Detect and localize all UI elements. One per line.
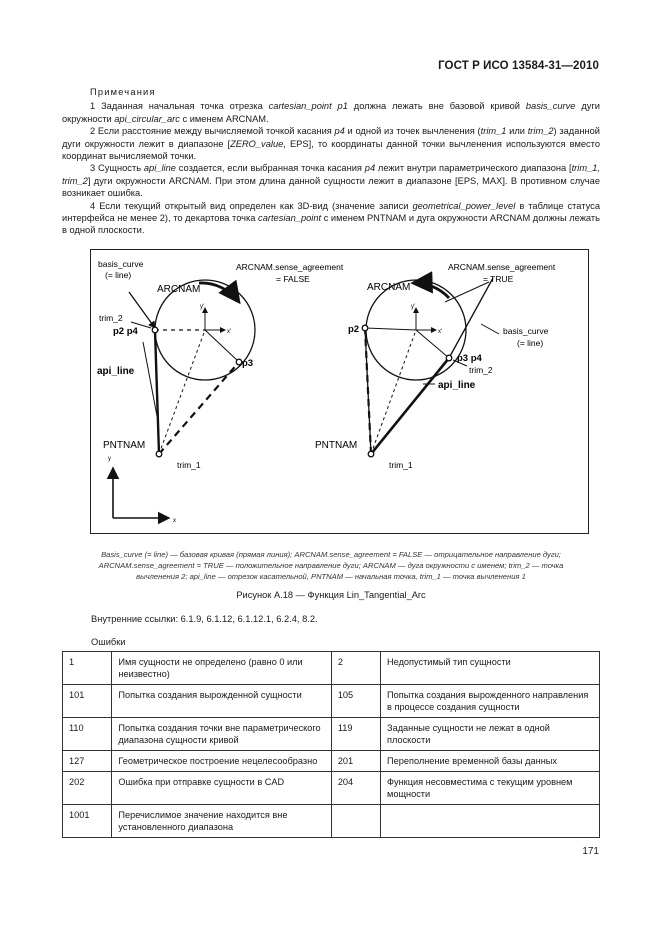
figure-legend <box>62 549 600 582</box>
label-sense-val-right: = TRUE <box>483 274 514 284</box>
error-message <box>381 805 600 838</box>
point-pntnam-right <box>368 451 374 457</box>
error-code <box>331 805 380 838</box>
standard-header: ГОСТ Р ИСО 13584-31—2010 <box>438 60 599 72</box>
label-sense: ARCNAM.sense_agreement <box>236 262 344 272</box>
error-message: Недопустимый тип сущности <box>381 652 600 685</box>
error-message: Попытка создания вырожденного направления в процессе создания сущности <box>381 685 600 718</box>
error-code: 204 <box>331 772 380 805</box>
sense-leader-right <box>445 282 489 302</box>
dashed-center-right <box>371 330 416 454</box>
right-diagram <box>315 262 556 470</box>
table-row <box>63 652 600 685</box>
point-p3-right <box>446 355 452 361</box>
legend-line-3: вычленения 2; api_line — отрезок касательной, PNTNAM — начальная точка, trim_1 — точка вычленения 1 <box>136 572 526 581</box>
point-p2-right <box>362 325 368 331</box>
dashed-tangent-p3 <box>159 362 239 454</box>
label-arcnam: ARCNAM <box>157 284 201 295</box>
error-code: 1001 <box>63 805 112 838</box>
label-trim2-right: trim_2 <box>469 365 493 375</box>
error-message: Переполнение временной базы данных <box>381 751 600 772</box>
error-code: 105 <box>331 685 380 718</box>
api-line-right <box>371 358 449 454</box>
radius-p2 <box>365 328 416 330</box>
figure-frame <box>90 249 589 534</box>
error-message: Перечислимое значение находится вне установленного диапазона <box>112 805 331 838</box>
radius-p3-right <box>416 330 449 358</box>
figure-caption: Рисунок А.18 — Функция Lin_Tangential_Arc <box>236 590 426 600</box>
label-basis-curve: basis_curve <box>98 259 144 269</box>
label-basis-curve-right: basis_curve <box>503 326 549 336</box>
label-yp: y' <box>200 304 205 310</box>
label-yp-right: y' <box>411 304 416 310</box>
page-number: 171 <box>582 846 599 857</box>
internal-references: Внутренние ссылки: 6.1.9, 6.1.12, 6.1.12.1, 6.2.4, 8.2. <box>91 614 318 624</box>
label-trim1: trim_1 <box>177 460 201 470</box>
error-message: Имя сущности не определено (равно 0 или неизвестно) <box>112 652 331 685</box>
legend-line-2: ARCNAM.sense_agreement = TRUE — положительное направление дуги; ARCNAM — дуга окружности с именем; trim_2 — точка <box>98 561 564 570</box>
error-message: Функция несовместима с текущим уровнем мощности <box>381 772 600 805</box>
basis-curve-leader-right <box>481 324 499 334</box>
point-pntnam <box>156 451 162 457</box>
error-message: Заданные сущности не лежат в одной плоскости <box>381 718 600 751</box>
point-p4 <box>152 327 158 333</box>
label-xp: x' <box>227 329 232 335</box>
notes-title: Примечания <box>90 87 156 97</box>
errors-table <box>62 651 600 838</box>
table-row <box>63 751 600 772</box>
point-p3 <box>236 359 242 365</box>
table-row <box>63 718 600 751</box>
note-2: 2 Если расстояние между вычисляемой точкой касания p4 и одной из точек вычленения (trim_1 или trim_2) заданной дуги окружности лежит в диапазоне [ZERO_value, EPS], то координаты данной точки вычленения используются вместо координат вычисляемой точки. <box>62 126 601 162</box>
note-3: 3 Сущность api_line создается, если выбранная точка касания p4 лежит внутри параметрического диапазона [trim_1, trim_2] дуги окружности ARCNAM. При этом длина данной сущности лежит в диапазоне [EPS, MAX]. В противном случае возникает ошибка. <box>62 163 600 199</box>
label-basis-curve-sub-right: (= line) <box>517 338 544 348</box>
error-code: 202 <box>63 772 112 805</box>
left-diagram <box>97 259 344 524</box>
label-sense-right: ARCNAM.sense_agreement <box>448 262 556 272</box>
note-1: 1 Заданная начальная точка отрезка cartesian_point p1 должна лежать вне базовой кривой basis_curve дуги окружности api_circular_arc с именем ARCNAM. <box>62 101 601 124</box>
label-api-line: api_line <box>97 366 135 377</box>
table-row <box>63 772 600 805</box>
label-basis-curve-sub: (= line) <box>105 270 132 280</box>
radius-p3 <box>205 330 239 362</box>
label-global-y: y <box>108 456 111 462</box>
label-xp-right: x' <box>438 329 443 335</box>
label-pntnam: PNTNAM <box>103 440 146 451</box>
error-code: 1 <box>63 652 112 685</box>
label-arcnam-right: ARCNAM <box>367 282 411 293</box>
error-code: 110 <box>63 718 112 751</box>
table-row <box>63 685 600 718</box>
label-pntnam-right: PNTNAM <box>315 440 358 451</box>
note-4: 4 Если текущий открытый вид определен как 3D-вид (значение записи geometrical_power_level в таблице статуса интерфейса не менее 2), то декартова точка cartesian_point с именем PNTNAM и дуга окружности ARCNAM должны лежать в одной плоскости. <box>62 200 600 236</box>
dashed-center-line <box>159 330 205 454</box>
error-message: Геометрическое построение нецелесообразно <box>112 751 331 772</box>
label-p3: p3 <box>242 358 254 369</box>
error-code: 2 <box>331 652 380 685</box>
errors-title: Ошибки <box>91 637 126 647</box>
legend-line-1: Basis_curve (= line) — базовая кривая (прямая линия); ARCNAM.sense_agreement = FALSE — отрицательное направление дуги; <box>101 550 561 559</box>
error-code: 101 <box>63 685 112 718</box>
error-message: Ошибка при отправке сущности в CAD <box>112 772 331 805</box>
label-sense-val: = FALSE <box>276 274 310 284</box>
label-trim2: trim_2 <box>99 313 123 323</box>
label-api-line-right: api_line <box>438 380 476 391</box>
label-p3-p4: p3 p4 <box>457 353 482 364</box>
sense-arrow <box>199 283 239 302</box>
error-code: 119 <box>331 718 380 751</box>
label-global-x: x <box>173 518 176 524</box>
label-trim1-right: trim_1 <box>389 460 413 470</box>
sense-arrow-right <box>413 283 449 298</box>
error-code: 127 <box>63 751 112 772</box>
label-p2-right: p2 <box>348 324 360 335</box>
tangent-arc-diagram <box>91 250 590 535</box>
error-message: Попытка создания точки вне параметрического диапазона сущности кривой <box>112 718 331 751</box>
error-message: Попытка создания вырожденной сущности <box>112 685 331 718</box>
table-row <box>63 805 600 838</box>
notes-section <box>62 86 600 237</box>
error-code: 201 <box>331 751 380 772</box>
label-p2-p4: p2 p4 <box>113 326 138 337</box>
